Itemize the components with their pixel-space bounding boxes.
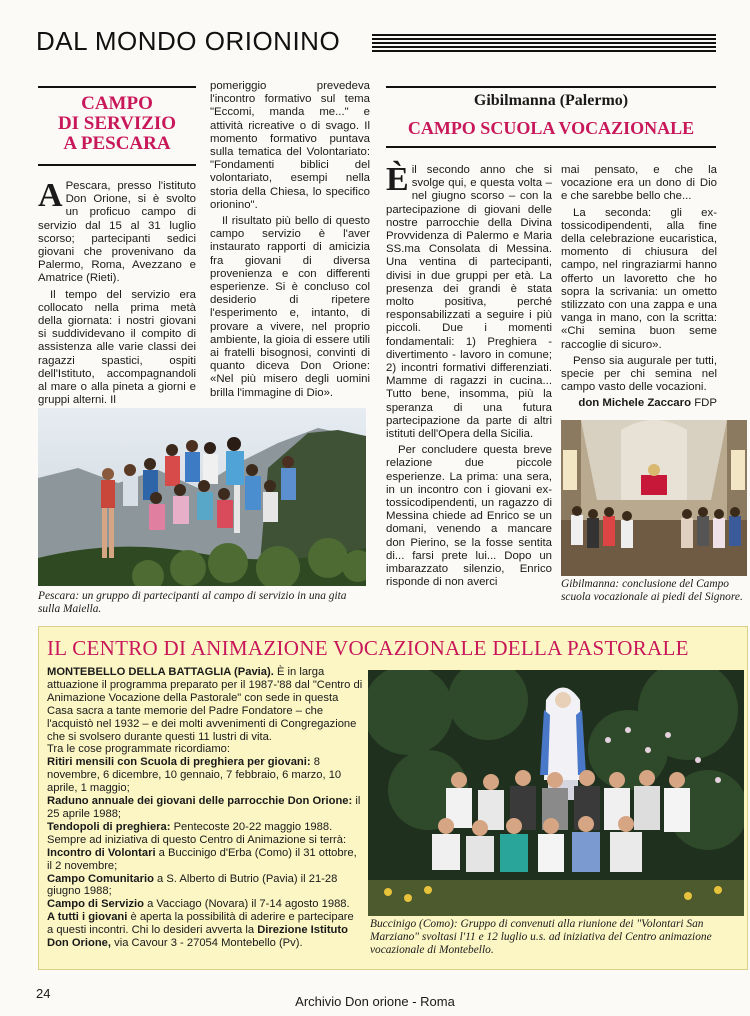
section-header: DAL MONDO ORIONINO: [36, 26, 341, 56]
box-intro-bold: MONTEBELLO DELLA BATTAGLIA (Pavia).: [47, 666, 274, 678]
box-item4-text: a Buccinigo d'Erba (Como) il 31 ottobre, il 2 novembre;: [47, 846, 357, 872]
gibilmanna-chapel-photo: [561, 420, 747, 576]
altar-cloth: [641, 475, 667, 495]
article2-paragraph2: Per concludere questa breve relazione due piccole esperienze. La prima: una sera, in un incontro con i giovani ex-tossicodipendenti, un ragazzo di Messina chiede ad Enrico se un domani, venendo a mancare don Pierino, se la fosse sentita di... farsi prete lui... Dopo un imbarazzato silenzio, Enrico risponde di non averci: [386, 444, 552, 589]
article1-paragraph3: pomeriggio prevedeva l'incontro formativo sul tema "Eccomi, manda me..." e attività ricreative o di svago. Il momento formativo puntava sulla tematica del Volontariato: "Fondamenti biblici del volontariato, esempi nella storia della Chiesa, lo specifico orionino".: [210, 80, 370, 211]
box-item1-bold: Ritiri mensili con Scuola di preghiera per giovani:: [47, 756, 311, 769]
chapel-photo-illustration: [561, 420, 747, 576]
box-item4: [47, 847, 363, 873]
box-item3: [47, 821, 363, 834]
box-caption: Buccinigo (Como): Gruppo di convenuti alla riunione dei "Volontari San Marziano" svoltasi l'11 e 12 luglio u.s. ad iniziativa del Centro animazione vocazionale di Montebello.: [370, 918, 712, 956]
article2-dropcap: È: [386, 161, 409, 198]
pescara-photo-illustration: [38, 408, 366, 586]
box-text: [47, 666, 363, 950]
article1-paragraph1: [38, 177, 196, 286]
box-item1: [47, 756, 363, 795]
article1-title-line1: CAMPO: [81, 93, 153, 114]
article2-location: Gibilmanna (Palermo): [473, 92, 629, 109]
article1-dropcap: A: [38, 177, 63, 214]
box-item3b: Sempre ad iniziativa di questo Centro di Animazione si terrà:: [47, 833, 347, 846]
box-item2-text: il 25 aprile 1988;: [47, 795, 361, 820]
archive-footer: Archivio Don orione - Roma: [295, 994, 455, 1009]
box-intro: [47, 666, 363, 743]
article2-paragraph1: [386, 161, 552, 441]
box-item7-bold: A tutti i giovani: [47, 911, 128, 924]
buccinigo-photo-illustration: [368, 670, 744, 916]
article2-p1-text: il secondo anno che si svolge qui, e questa volta – nel giugno scorso – con la partecipazione di giovani delle nostre parrocchie della Divina Provvidenza di Palermo e Maria SS.ma Consolata di Messina. Una ventina di partecipanti, divisi in due gruppi per età. La presenza dei grandi è stata molto positiva, perché responsabilizzati a seguire i più piccoli. Due i momenti fondamentali: 1) Preghiera - divertimento - lavoro in comune; 2) incontri formativi differenziati. Mamme di ragazzi in cucina... Tutto bene, insomma, più la speranza di una futura partecipazione da parte di altri istituti dell'Opera della Sicilia.: [386, 164, 552, 441]
box-title: IL CENTRO DI ANIMAZIONE VOCAZIONALE DELLA PASTORALE: [47, 636, 689, 660]
box-intro-text: È in larga attuazione il programma preparato per il 1987-'88 dal "Centro di Animazione Vocazione della Pastorale" con sede in questa Casa sacra a tante memorie del Padre Fondatore – che l'acquistò nel 1932 – e dei molti avvenimenti di Congregazione che si svolsero durante questi 11 lustri di vita.: [47, 666, 363, 743]
article2-title: CAMPO SCUOLA VOCAZIONALE: [407, 118, 695, 138]
signature-suffix: FDP: [694, 397, 717, 410]
box-item5-text: a S. Alberto di Butrio (Pavia) il 21-28 giugno 1988;: [47, 872, 338, 898]
article1-paragraph2: Il tempo del servizio era collocato nella prima metà della giornata: i nostri giovani si suddividevano il compito di assistenza alle varie classi dei ragazzi spastici, ospiti dell'Istituto, accompagnandoli al mare o alla pineta a giorni e gruppi alterni. Il: [38, 288, 196, 407]
box-item1-text: 8 novembre, 6 dicembre, 10 gennaio, 7 febbraio, 6 marzo, 10 aprile, 1 maggio;: [47, 756, 342, 795]
article2-top-rule: [386, 86, 716, 88]
article2-caption: Gibilmanna: conclusione del Campo scuola vocazionale ai piedi del Signore.: [561, 578, 743, 603]
box-item2-bold: Raduno annuale dei giovani delle parrocchie Don Orione:: [47, 795, 353, 808]
article1-top-rule: [38, 86, 196, 88]
article2-column2: [561, 164, 717, 414]
pescara-group-photo: [38, 408, 366, 586]
box-item7-bold2: Direzione Istituto Don Orione,: [47, 924, 348, 950]
article2-paragraph5: Penso sia augurale per tutti, specie per chi semina nel campo vasto delle vocazioni.: [561, 354, 717, 394]
article1-caption: Pescara: un gruppo di partecipanti al campo di servizio in una gita sulla Maiella.: [38, 590, 347, 615]
box-item3-text: Pentecoste 20-22 maggio 1988.: [170, 820, 333, 833]
article1-p1-text: Pescara, presso l'istituto Don Orione, si è svolto un proficuo campo di servizio dal 15 al 31 luglio scorso; partecipanti sedici giovani che provenivano da Palermo, Roma, Avezzano e Amatrice (Rieti).: [38, 180, 196, 285]
box-item6-text: a Vacciago (Novara) il 7-14 agosto 1988.: [143, 898, 350, 911]
article1-paragraph4: Il risultato più bello di questo campo servizio è l'aver instaurato rapporti di amicizia fra giovani di diversa provenienza e con differenti esperienze. Si è concluso col desiderio di ripetere l'esperimento e, intanto, di provare a vivere, nel proprio ambiente, la gioia di essere utili ai fratelli bisognosi, convinti di quanto diceva Don Orione: «Nel più misero degli uomini brilla l'immagine di Dio».: [210, 215, 370, 399]
header-decorative-lines: [372, 34, 716, 54]
page-number: 24: [36, 986, 51, 1001]
box-item4-bold: Incontro di Volontari: [47, 846, 156, 859]
article2-paragraph3: mai pensato, e che la vocazione era un dono di Dio e che sarebbe bello che...: [561, 164, 717, 203]
box-intro2: Tra le cose programmate ricordiamo:: [47, 743, 230, 756]
box-item7: [47, 911, 363, 950]
article1-column2: [210, 80, 370, 403]
box-item6-bold: Campo di Servizio: [47, 898, 144, 911]
box-item6: [47, 898, 363, 911]
box-item2: [47, 795, 363, 821]
box-item7-end: via Cavour 3 - 27054 Montebello (Pv).: [111, 937, 303, 950]
box-item5-bold: Campo Comunitario: [47, 872, 154, 885]
buccinigo-group-photo: [368, 670, 744, 916]
article1-title-line2: DI SERVIZIO: [57, 113, 177, 134]
article2-signature: [561, 397, 717, 410]
article1-bottom-rule: [38, 164, 196, 166]
article1-column1: [38, 177, 196, 410]
article2-column1: [386, 161, 552, 593]
article2-paragraph4: La seconda: gli ex-tossicodipendenti, alla fine della celebrazione eucaristica, momento di chiusura del campo, nel ringraziarmi hanno offerto un lavoretto che ho sopra la scrivania: un ometto stilizzato con una zappa e una vanga in mano, con la scritta: «Chi semina buon seme raccoglie di sicuro».: [561, 206, 717, 351]
box-item3-bold: Tendopoli di preghiera:: [47, 820, 171, 833]
signature-name: don Michele Zaccaro: [578, 397, 692, 410]
article1-title: [38, 94, 196, 154]
article2-bottom-rule: [386, 146, 716, 148]
box-item7-text: è aperta la possibilità di aderire e partecipare a questi incontri. Chi lo desideri avverta la: [47, 911, 354, 937]
article1-title-line3: A PESCARA: [63, 133, 171, 154]
box-item5: [47, 873, 363, 899]
